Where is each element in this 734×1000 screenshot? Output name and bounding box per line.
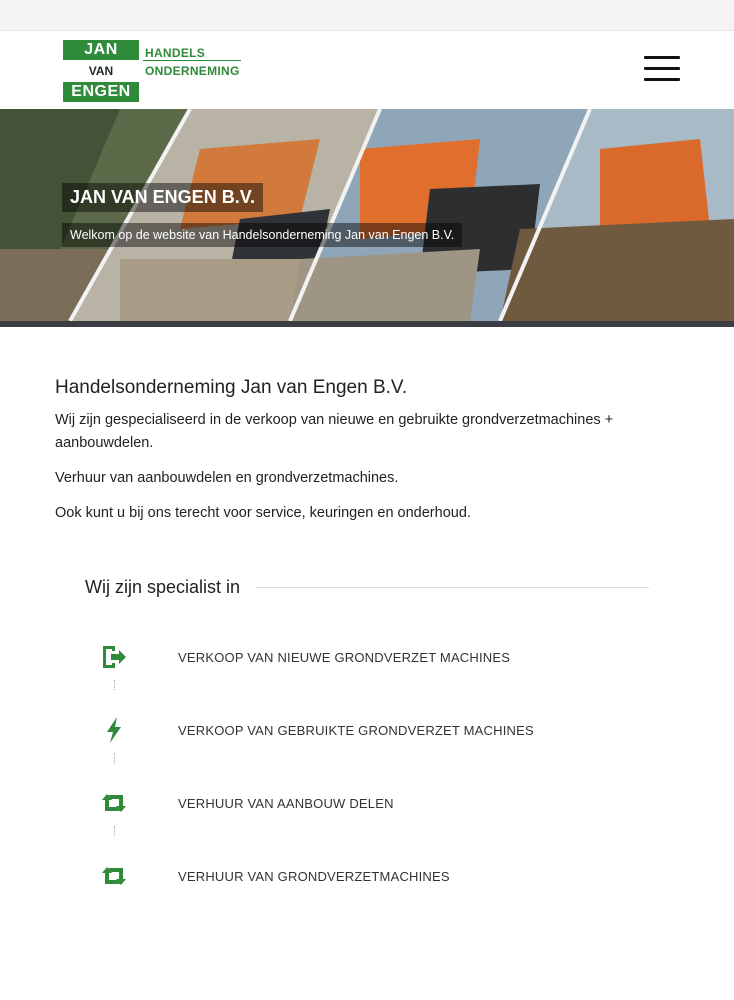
- logo-tagline-1: HANDELS: [145, 46, 206, 60]
- connector-dots: [114, 826, 116, 836]
- hero-bottom-bar: [0, 321, 734, 327]
- specialist-item[interactable]: [85, 861, 679, 891]
- connector-dots: [114, 753, 116, 763]
- hero-title: JAN VAN ENGEN B.V.: [62, 183, 263, 212]
- sign-out-icon: [99, 642, 129, 672]
- hero-banner: [0, 109, 734, 327]
- hamburger-bar: [644, 67, 680, 70]
- retweet-icon: [99, 861, 129, 891]
- lightning-bolt-icon: [99, 715, 129, 745]
- logo-divider: [143, 60, 241, 61]
- company-logo[interactable]: [63, 40, 241, 102]
- intro-title: Handelsonderneming Jan van Engen B.V.: [55, 377, 408, 398]
- main-content: [0, 377, 734, 891]
- hamburger-bar: [644, 56, 680, 59]
- hamburger-menu-icon[interactable]: [644, 56, 680, 84]
- hero-subtitle: Welkom op de website van Handelsonderneming Jan van Engen B.V.: [62, 223, 462, 247]
- browser-top-strip: [0, 0, 734, 31]
- specialist-item-label: VERHUUR VAN GRONDVERZETMACHINES: [178, 869, 450, 884]
- specialist-divider: [256, 587, 649, 588]
- logo-box: [63, 40, 139, 102]
- retweet-icon: [99, 788, 129, 818]
- specialist-header: [85, 577, 679, 598]
- intro-section: [55, 377, 679, 525]
- specialist-list: [85, 642, 679, 891]
- specialist-item-label: VERKOOP VAN NIEUWE GRONDVERZET MACHINES: [178, 650, 511, 665]
- site-header: [0, 31, 734, 109]
- logo-line-1: JAN: [63, 40, 139, 60]
- specialist-item[interactable]: [85, 715, 679, 788]
- connector-dots: [114, 680, 116, 690]
- intro-paragraph: Ook kunt u bij ons terecht voor service, keuringen en onderhoud.: [55, 505, 471, 521]
- logo-line-2: VAN: [63, 60, 139, 82]
- specialist-item[interactable]: [85, 788, 679, 861]
- logo-tagline-2: ONDERNEMING: [145, 64, 240, 78]
- hamburger-bar: [644, 78, 680, 81]
- specialist-item-label: VERHUUR VAN AANBOUW DELEN: [178, 796, 394, 811]
- intro-paragraph: Wij zijn gespecialiseerd in de verkoop van nieuwe en gebruikte grondverzetmachines + aanbouwdelen.: [55, 412, 614, 451]
- intro-paragraph: Verhuur van aanbouwdelen en grondverzetmachines.: [55, 470, 399, 486]
- logo-line-3: ENGEN: [63, 82, 139, 102]
- hero-collage-image: [0, 109, 734, 321]
- specialist-item-label: VERKOOP VAN GEBRUIKTE GRONDVERZET MACHINES: [178, 723, 534, 738]
- specialist-item[interactable]: [85, 642, 679, 715]
- specialist-title: Wij zijn specialist in: [85, 577, 241, 597]
- specialist-section: [55, 577, 679, 891]
